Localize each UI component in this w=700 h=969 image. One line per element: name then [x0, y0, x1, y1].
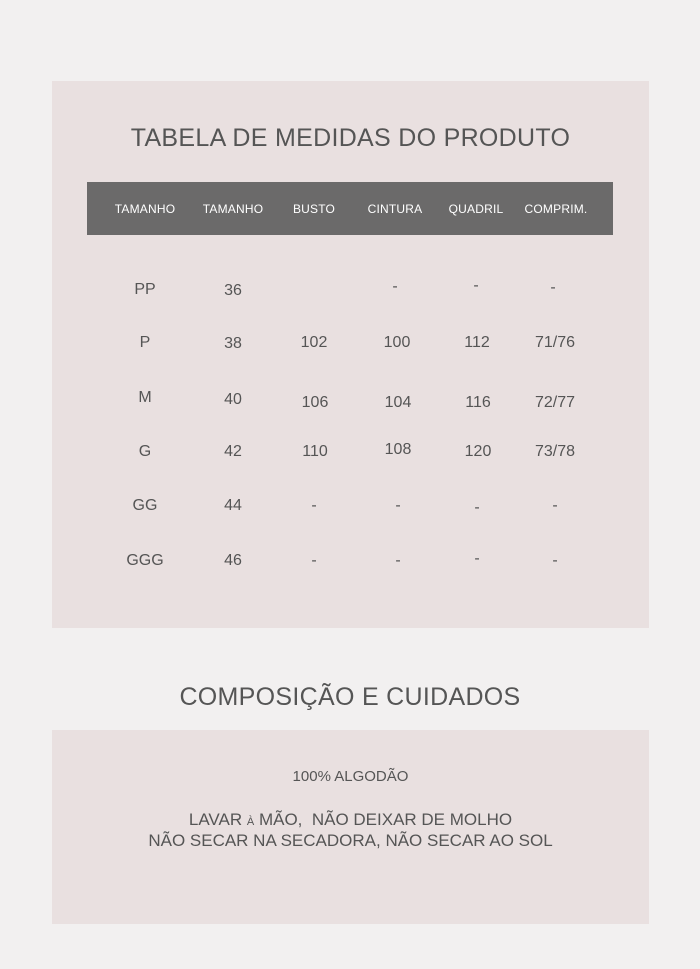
cell-busto: 106 — [301, 394, 329, 411]
wash-text-small: À — [246, 816, 255, 828]
header-cintura: CINTURA — [367, 202, 423, 216]
cell-number: 46 — [224, 552, 242, 569]
header-comprimento: COMPRIM. — [524, 202, 588, 216]
header-quadril: QUADRIL — [448, 202, 504, 216]
cell-comprimento: 73/78 — [534, 443, 576, 460]
cell-quadril: 120 — [464, 443, 492, 460]
cell-number: 42 — [224, 443, 242, 460]
cell-number: 36 — [224, 282, 242, 299]
size-table-header — [87, 182, 613, 235]
cell-cintura: 100 — [383, 334, 411, 351]
cell-comprimento: - — [552, 552, 558, 569]
cell-busto: 102 — [300, 334, 328, 351]
cell-quadril: 112 — [464, 334, 490, 351]
cell-cintura: - — [392, 278, 398, 295]
cell-size: GGG — [126, 552, 164, 569]
cell-size: P — [139, 334, 151, 351]
cell-size: PP — [134, 281, 156, 298]
cell-cintura: 108 — [384, 441, 412, 458]
cell-size: G — [138, 443, 152, 460]
header-tamanho-number: TAMANHO — [202, 202, 264, 216]
cell-busto: - — [311, 552, 317, 569]
cell-quadril: - — [473, 277, 479, 294]
wash-text-part1: LAVAR — [188, 810, 243, 829]
dry-instructions: NÃO SECAR NA SECADORA, NÃO SECAR AO SOL — [148, 831, 553, 850]
cell-number: 44 — [224, 497, 242, 514]
size-table-title: TABELA DE MEDIDAS DO PRODUTO — [130, 124, 571, 152]
wash-instructions — [52, 810, 649, 830]
cell-number: 38 — [224, 335, 242, 352]
cell-comprimento: - — [552, 497, 558, 514]
cell-comprimento: 71/76 — [534, 334, 576, 351]
care-panel — [52, 730, 649, 924]
care-section-title: COMPOSIÇÃO E CUIDADOS — [179, 683, 521, 711]
cell-size: GG — [132, 497, 158, 514]
cell-busto: 110 — [302, 443, 328, 460]
cell-comprimento: - — [550, 279, 556, 296]
cell-cintura: - — [395, 552, 401, 569]
header-tamanho-letter: TAMANHO — [114, 202, 176, 216]
size-table-panel — [52, 81, 649, 628]
cell-busto: - — [311, 497, 317, 514]
cell-quadril: 116 — [465, 394, 491, 411]
header-busto: BUSTO — [292, 202, 336, 216]
cell-size: M — [138, 389, 152, 406]
cell-quadril: - — [474, 499, 480, 516]
cell-number: 40 — [224, 391, 242, 408]
cell-quadril: - — [474, 550, 480, 567]
cell-cintura: 104 — [384, 394, 412, 411]
cell-comprimento: 72/77 — [534, 394, 576, 411]
wash-text-part2: MÃO, NÃO DEIXAR DE MOLHO — [258, 810, 513, 829]
composition-text: 100% ALGODÃO — [292, 768, 409, 785]
cell-cintura: - — [395, 497, 401, 514]
